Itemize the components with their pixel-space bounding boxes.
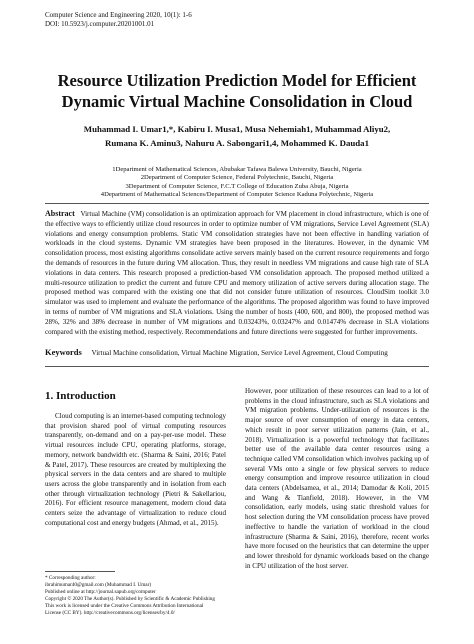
author-list bbox=[30, 122, 444, 150]
footnote-license-2: License (CC BY). http://creativecommons.org/licenses/by/4.0/ bbox=[45, 610, 175, 617]
keywords-label: Keywords bbox=[45, 347, 82, 357]
journal-citation: Computer Science and Engineering 2020, 10(1): 1-6 bbox=[45, 11, 192, 19]
footnote-corresponding: * Corresponding author: bbox=[45, 575, 96, 581]
keywords-text: Virtual Machine consolidation, Virtual Machine Migration, Service Level Agreement, Cloud Computing bbox=[91, 349, 388, 357]
title-line-1: Resource Utilization Prediction Model for Efficient bbox=[57, 71, 417, 90]
keywords-bottom-rule bbox=[45, 366, 429, 367]
abstract-label: Abstract bbox=[45, 209, 75, 218]
footnote-license-1: This work is licensed under the Creative Commons Attribution International bbox=[45, 603, 204, 610]
intro-right-column: However, poor utilization of these resources can lead to a lot of problems in the cloud infrastructure, such as SLA violations and VM migration problems. Under-utilization of resources is the major source of over consumption of energy in data centers, which result in poor server utilization patterns (Jain, et al., 2018). Virtualization is a powerful technology that facilitates better use of the available data center resources using a technique called VM consolidation which involves packing up of several VMs onto a single or few physical servers to reduce energy consumption and improve resource utilization in cloud data centers (Abdelsamea, et al., 2014; Damodar & Koli, 2015 and Wang & Tianfield, 2018). However, in the VM consolidation, early models, using static threshold values for host selection during the VM consolidation process have proved ineffective to handle the variation of workload in the cloud infrastructure (Sharma & Saini, 2016), therefore, recent works have more focused on the heuristics that can determine the upper and lower threshold for dynamic workloads based on the change in CPU utilization of the host server. bbox=[245, 387, 429, 570]
author-line-1: Muhammad I. Umar1,*, Kabiru I. Musa1, Musa Nehemiah1, Muhammad Aliyu2, bbox=[83, 124, 391, 134]
footnote-published: Published online at http://journal.sapub.org/computer bbox=[45, 589, 156, 596]
footnote-rule bbox=[45, 571, 115, 572]
affiliation-4: 4Department of Mathematical Sciences/Department of Computer Science Kaduna Polytechnic, Nigeria bbox=[100, 190, 374, 198]
affiliation-2: 2Department of Computer Science, Federal Polytechnic, Bauchi, Nigeria bbox=[140, 174, 334, 182]
footnote bbox=[45, 575, 229, 618]
intro-left-column: Cloud computing is an internet-based computing technology that provision shared pool of virtual computing resources transparently, on-demand and on a pay-per-use model. These virtual resources include CPU, operating platforms, storage, memory, network bandwidth etc. (Sharma & Saini, 2016; Patel & Patel, 2017). These resources are created by multiplexing the physical servers in the data centers and are shared to multiple users across the globe transparently and in isolation from each other through virtualization technology (Pietri & Sakellariou, 2016). For efficient resource management, modern cloud data centers seize the advantage of virtualization to reduce cloud computational cost and energy budgets (Ahmad, et al., 2015). bbox=[45, 412, 226, 527]
abstract bbox=[45, 209, 429, 337]
journal-header bbox=[45, 11, 192, 29]
footnote-copyright: Copyright © 2020 The Author(s). Published by Scientific & Academic Publishing bbox=[45, 596, 215, 603]
abstract-top-rule bbox=[45, 203, 429, 204]
affiliations bbox=[30, 166, 444, 199]
keywords bbox=[45, 347, 429, 358]
title-line-2: Dynamic Virtual Machine Consolidation in Cloud bbox=[61, 92, 413, 111]
doi: DOI: 10.5923/j.computer.20201001.01 bbox=[45, 20, 155, 28]
footnote-email: ibrahimumar40@gmail.com (Muhammad I. Umar) bbox=[45, 582, 152, 589]
author-line-2: Rumana K. Aminu3, Nahuru A. Sabongari1,4, Mohammed K. Dauda1 bbox=[105, 138, 369, 148]
section-heading-introduction: 1. Introduction bbox=[45, 390, 116, 402]
affiliation-1: 1Department of Mathematical Sciences, Abubakar Tafawa Balewa University, Bauchi, Nigeria bbox=[112, 166, 362, 173]
abstract-text: Virtual Machine (VM) consolidation is an optimization approach for VM placement in cloud infrastructure, which is one of the effective ways to efficiently utilize cloud resources in order to optimize number of VM migrations, Service Level Agreement (SLA) violations and energy consumption problems. Static VM consolidation strategies have not been effective in handling variation of workloads in the cloud systems. Dynamic VM strategies have been proposed in the literatures. However, in the dynamic VM consolidation process, most existing algorithms consolidate active servers mainly based on the current resource requirements and forgo the demands of resources in the future during VM allocation. Thus, they result in needless VM migrations and cause high rate of SLA violations in data centers. This research proposed a prediction-based VM consolidation approach. The proposed method utilized a multi-resource utilization to predict the current and future CPU and memory utilization of active servers during allocation stage. The proposed method was compared with the existing one that did not consider future utilization of resources. CloudSim toolkit 3.0 simulator was used to implement and evaluate the performance of the algorithms. The proposed algorithm was found to have improved in terms of number of VM migrations and SLA violations. Using the number of hosts (400, 600, and 800), the proposed method was 28%, 32% and 38% decrease in number of VM migrations and 0.03243%, 0.03247% and 0.01474% decrease in SLA violations compared with the existing method, respectively. Recommendations and future directions were suggested for further improvements. bbox=[45, 210, 429, 336]
affiliation-3: 3Department of Computer Science, F.C.T College of Education Zuba Abuja, Nigeria bbox=[125, 182, 349, 190]
paper-title bbox=[30, 70, 444, 112]
